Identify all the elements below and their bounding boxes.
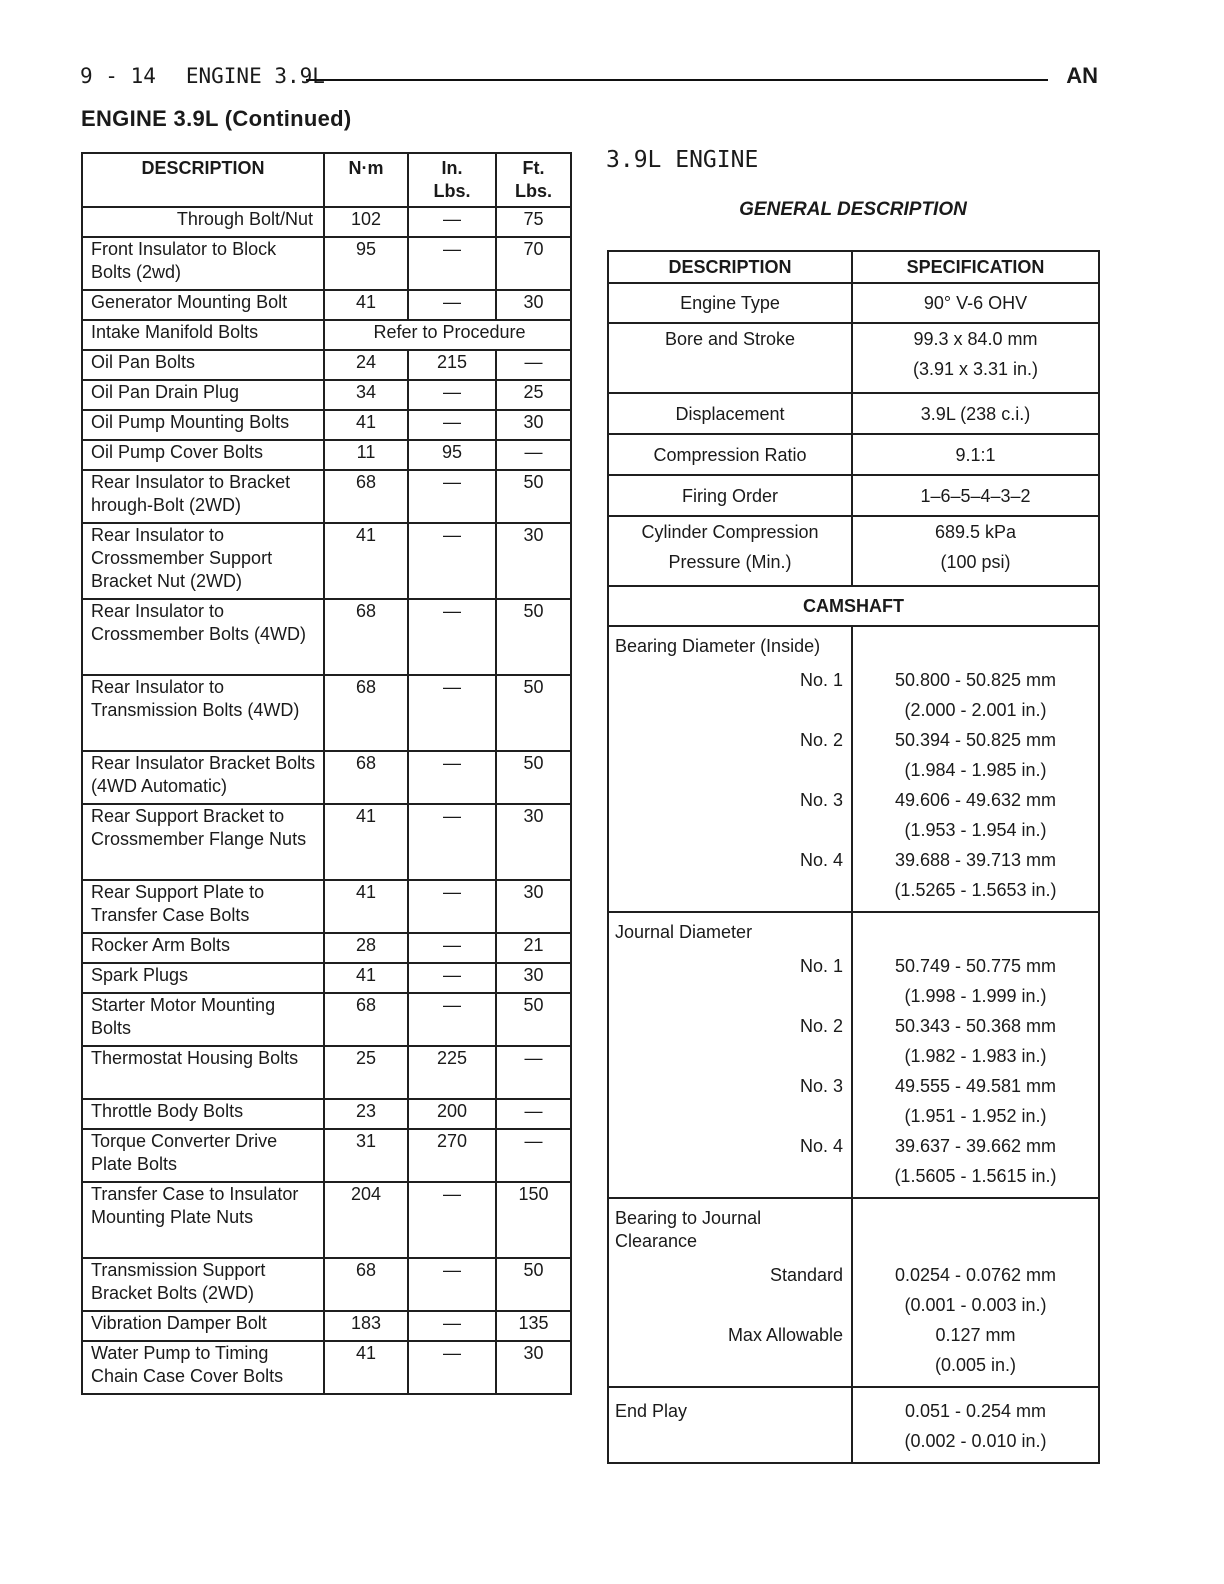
torque-description: Rocker Arm Bolts — [82, 933, 324, 963]
torque-description: Thermostat Housing Bolts — [82, 1046, 324, 1099]
torque-description: Throttle Body Bolts — [82, 1099, 324, 1129]
torque-nm: 34 — [324, 380, 408, 410]
torque-ft-lbs: 150 — [496, 1182, 571, 1258]
table-row — [82, 1182, 571, 1258]
in-lbs-label: In. Lbs. — [433, 158, 471, 201]
torque-nm: 204 — [324, 1182, 408, 1258]
spec-value-line: 1–6–5–4–3–2 — [920, 485, 1031, 506]
torque-nm: 41 — [324, 523, 408, 599]
torque-in-lbs: — — [408, 470, 496, 523]
torque-description: Vibration Damper Bolt — [82, 1311, 324, 1341]
spec-value-line: (100 psi) — [940, 552, 1011, 572]
camshaft-group-label: Bearing Diameter (Inside) — [615, 636, 821, 656]
table-row — [82, 880, 571, 933]
camshaft-group-label: Clearance — [615, 1231, 698, 1251]
camshaft-mm: 50.343 - 50.368 mm — [894, 1016, 1057, 1036]
chapter-title: ENGINE 3.9L — [185, 64, 325, 88]
col-header-description: DESCRIPTION — [82, 153, 324, 207]
spec-header-description: DESCRIPTION — [608, 251, 852, 283]
col-header-nm: N·m — [324, 153, 408, 207]
torque-ft-lbs: 70 — [496, 237, 571, 290]
spacer — [853, 921, 1098, 951]
table-row — [82, 993, 571, 1046]
spec-row — [608, 475, 1099, 516]
torque-ft-lbs: 50 — [496, 599, 571, 675]
torque-description: Transmission Support Bracket Bolts (2WD) — [82, 1258, 324, 1311]
torque-nm: 31 — [324, 1129, 408, 1182]
torque-description: Rear Insulator to Transmission Bolts (4WD) — [82, 675, 324, 751]
table-row — [82, 933, 571, 963]
spec-description: Engine Type — [608, 283, 852, 323]
torque-description: Through Bolt/Nut — [82, 207, 324, 237]
header-left — [80, 64, 325, 88]
camshaft-in: (1.998 - 1.999 in.) — [904, 986, 1047, 1006]
torque-ft-lbs: — — [496, 1129, 571, 1182]
camshaft-mm: 50.394 - 50.825 mm — [894, 730, 1057, 750]
camshaft-mm: 49.555 - 49.581 mm — [894, 1076, 1057, 1096]
camshaft-sub-label: No. 2 — [799, 730, 843, 750]
camshaft-sub-label: Standard — [769, 1265, 843, 1285]
torque-description: Rear Support Plate to Transfer Case Bolts — [82, 880, 324, 933]
torque-nm: 68 — [324, 675, 408, 751]
table-row — [82, 1341, 571, 1394]
torque-description: Generator Mounting Bolt — [82, 290, 324, 320]
camshaft-sub-label: No. 4 — [799, 1136, 843, 1156]
engine-section-subtitle: GENERAL DESCRIPTION — [739, 199, 967, 220]
torque-ft-lbs: 50 — [496, 993, 571, 1046]
table-row — [82, 523, 571, 599]
torque-in-lbs: 215 — [408, 350, 496, 380]
torque-in-lbs: — — [408, 1182, 496, 1258]
spec-description: Displacement — [608, 393, 852, 434]
spec-description-line: Pressure (Min.) — [668, 552, 792, 572]
camshaft-heading-row — [608, 586, 1099, 626]
page-header — [80, 64, 1098, 94]
torque-description: Rear Insulator to Bracket hrough-Bolt (2WD) — [82, 470, 324, 523]
header-rule — [306, 79, 1048, 81]
torque-nm: 24 — [324, 350, 408, 380]
spacer — [609, 695, 851, 725]
camshaft-group-row — [608, 1198, 1099, 1387]
torque-ft-lbs: 30 — [496, 880, 571, 933]
torque-in-lbs: 225 — [408, 1046, 496, 1099]
torque-description: Rear Insulator Bracket Bolts (4WD Automatic) — [82, 751, 324, 804]
camshaft-group-right — [852, 626, 1099, 912]
camshaft-mm: 0.0254 - 0.0762 mm — [894, 1265, 1057, 1285]
torque-nm: 23 — [324, 1099, 408, 1129]
torque-in-lbs: — — [408, 804, 496, 880]
spec-value-line: 90° V-6 OHV — [923, 293, 1028, 313]
torque-nm: 11 — [324, 440, 408, 470]
camshaft-group-right — [852, 1198, 1099, 1387]
torque-description: Transfer Case to Insulator Mounting Plate Nuts — [82, 1182, 324, 1258]
spacer — [609, 1041, 851, 1071]
vehicle-code: AN — [1066, 63, 1098, 88]
camshaft-in: (1.951 - 1.952 in.) — [904, 1106, 1047, 1126]
table-row — [82, 963, 571, 993]
camshaft-in: (0.001 - 0.003 in.) — [904, 1295, 1047, 1315]
camshaft-group-label: Bearing to Journal — [615, 1208, 762, 1228]
torque-in-lbs: — — [408, 993, 496, 1046]
camshaft-group-left — [608, 1387, 852, 1463]
camshaft-in: (0.005 in.) — [934, 1355, 1017, 1375]
torque-description: Water Pump to Timing Chain Case Cover Bolts — [82, 1341, 324, 1394]
torque-ft-lbs: 30 — [496, 410, 571, 440]
camshaft-sub-label: No. 1 — [799, 956, 843, 976]
torque-description: Rear Support Bracket to Crossmember Flange Nuts — [82, 804, 324, 880]
camshaft-in: (0.002 - 0.010 in.) — [904, 1431, 1047, 1451]
spec-table — [607, 250, 1100, 1464]
torque-description: Torque Converter Drive Plate Bolts — [82, 1129, 324, 1182]
torque-table — [81, 152, 572, 1395]
spacer — [609, 1101, 851, 1131]
spacer — [609, 1350, 851, 1380]
torque-in-lbs: 270 — [408, 1129, 496, 1182]
spec-value-line: (3.91 x 3.31 in.) — [912, 359, 1039, 379]
spacer — [609, 981, 851, 1011]
camshaft-mm: 50.800 - 50.825 mm — [894, 670, 1057, 690]
spec-description: Firing Order — [608, 475, 852, 516]
camshaft-mm: 39.637 - 39.662 mm — [894, 1136, 1057, 1156]
torque-ft-lbs: 50 — [496, 1258, 571, 1311]
torque-in-lbs: — — [408, 1341, 496, 1394]
col-header-in-lbs — [408, 153, 496, 207]
table-row — [82, 1311, 571, 1341]
torque-nm: 41 — [324, 880, 408, 933]
camshaft-group-right — [852, 912, 1099, 1198]
torque-ft-lbs: 50 — [496, 675, 571, 751]
camshaft-sub-label: No. 3 — [799, 1076, 843, 1096]
torque-in-lbs: — — [408, 237, 496, 290]
torque-description: Rear Insulator to Crossmember Bolts (4WD) — [82, 599, 324, 675]
torque-header-row — [82, 153, 571, 207]
torque-nm: 68 — [324, 1258, 408, 1311]
table-row — [82, 751, 571, 804]
spacer — [609, 1253, 851, 1260]
spec-value-line: 99.3 x 84.0 mm — [913, 329, 1038, 349]
camshaft-in: (1.984 - 1.985 in.) — [904, 760, 1047, 780]
torque-nm: 183 — [324, 1311, 408, 1341]
camshaft-group-row — [608, 912, 1099, 1198]
camshaft-group-right — [852, 1387, 1099, 1463]
torque-ft-lbs: 50 — [496, 470, 571, 523]
spec-description — [608, 516, 852, 586]
torque-description: Oil Pump Cover Bolts — [82, 440, 324, 470]
torque-description: Front Insulator to Block Bolts (2wd) — [82, 237, 324, 290]
torque-note: Refer to Procedure — [324, 320, 571, 350]
torque-description: Intake Manifold Bolts — [82, 320, 324, 350]
table-row — [82, 350, 571, 380]
torque-in-lbs: — — [408, 290, 496, 320]
table-row — [82, 675, 571, 751]
spacer — [609, 944, 851, 951]
torque-in-lbs: — — [408, 410, 496, 440]
camshaft-in: (1.953 - 1.954 in.) — [904, 820, 1047, 840]
spec-value — [852, 434, 1099, 475]
torque-in-lbs: — — [408, 963, 496, 993]
spec-value — [852, 475, 1099, 516]
spacer — [609, 815, 851, 845]
engine-section-title: 3.9L ENGINE — [606, 147, 759, 173]
torque-in-lbs: — — [408, 599, 496, 675]
torque-ft-lbs: — — [496, 440, 571, 470]
camshaft-group-left — [608, 1198, 852, 1387]
spec-description-line: Cylinder Compression — [641, 522, 819, 542]
col-header-ft-lbs — [496, 153, 571, 207]
spec-body — [608, 283, 1099, 1463]
spec-row — [608, 434, 1099, 475]
torque-body — [82, 207, 571, 1394]
torque-nm: 41 — [324, 963, 408, 993]
camshaft-mm: 0.051 - 0.254 mm — [904, 1401, 1047, 1421]
spec-value-line: 9.1:1 — [955, 444, 996, 465]
table-row — [82, 599, 571, 675]
torque-in-lbs: — — [408, 751, 496, 804]
camshaft-group-row — [608, 626, 1099, 912]
spec-header-row — [608, 251, 1099, 283]
torque-ft-lbs: 135 — [496, 1311, 571, 1341]
torque-ft-lbs: 25 — [496, 380, 571, 410]
torque-ft-lbs: 30 — [496, 523, 571, 599]
ft-lbs-label: Ft. Lbs. — [514, 158, 552, 201]
spec-value-line: 3.9L (238 c.i.) — [920, 403, 1031, 424]
spec-value — [852, 393, 1099, 434]
torque-nm: 41 — [324, 290, 408, 320]
spacer — [609, 755, 851, 785]
table-row — [82, 1129, 571, 1182]
spec-value-line: 689.5 kPa — [934, 522, 1017, 542]
torque-ft-lbs: 30 — [496, 963, 571, 993]
torque-nm: 41 — [324, 1341, 408, 1394]
camshaft-group-row — [608, 1387, 1099, 1463]
torque-ft-lbs: 75 — [496, 207, 571, 237]
spacer — [609, 875, 851, 905]
torque-nm: 102 — [324, 207, 408, 237]
spec-description: Compression Ratio — [608, 434, 852, 475]
torque-ft-lbs: 30 — [496, 804, 571, 880]
camshaft-sub-label: Max Allowable — [727, 1325, 843, 1345]
table-row — [82, 1258, 571, 1311]
table-row — [82, 290, 571, 320]
table-row — [82, 1099, 571, 1129]
spec-row — [608, 283, 1099, 323]
camshaft-mm: 39.688 - 39.713 mm — [894, 850, 1057, 870]
table-row — [82, 237, 571, 290]
table-row — [82, 207, 571, 237]
spacer — [609, 1290, 851, 1320]
torque-ft-lbs: — — [496, 350, 571, 380]
torque-nm: 95 — [324, 237, 408, 290]
table-row — [82, 380, 571, 410]
torque-nm: 28 — [324, 933, 408, 963]
spacer — [609, 658, 851, 665]
camshaft-group-left — [608, 912, 852, 1198]
torque-nm: 68 — [324, 470, 408, 523]
torque-description: Starter Motor Mounting Bolts — [82, 993, 324, 1046]
spec-value — [852, 516, 1099, 586]
torque-nm: 68 — [324, 599, 408, 675]
table-row — [82, 320, 571, 350]
torque-in-lbs: 95 — [408, 440, 496, 470]
spec-row — [608, 393, 1099, 434]
torque-nm: 41 — [324, 804, 408, 880]
spacer — [853, 635, 1098, 665]
camshaft-in: (1.982 - 1.983 in.) — [904, 1046, 1047, 1066]
camshaft-sub-label: No. 1 — [799, 670, 843, 690]
camshaft-sub-label: No. 4 — [799, 850, 843, 870]
section-title: ENGINE 3.9L (Continued) — [81, 106, 352, 131]
camshaft-mm: 49.606 - 49.632 mm — [894, 790, 1057, 810]
torque-ft-lbs: 50 — [496, 751, 571, 804]
camshaft-mm: 50.749 - 50.775 mm — [894, 956, 1057, 976]
torque-in-lbs: — — [408, 1258, 496, 1311]
camshaft-in: (1.5265 - 1.5653 in.) — [894, 880, 1057, 900]
camshaft-sub-label: No. 2 — [799, 1016, 843, 1036]
torque-description: Spark Plugs — [82, 963, 324, 993]
camshaft-group-label: End Play — [615, 1401, 688, 1421]
camshaft-in: (1.5605 - 1.5615 in.) — [894, 1166, 1057, 1186]
table-row — [82, 804, 571, 880]
camshaft-heading: CAMSHAFT — [608, 586, 1099, 626]
torque-in-lbs: — — [408, 380, 496, 410]
torque-description: Oil Pan Bolts — [82, 350, 324, 380]
torque-ft-lbs: 30 — [496, 290, 571, 320]
torque-nm: 41 — [324, 410, 408, 440]
spec-value — [852, 283, 1099, 323]
spec-row — [608, 323, 1099, 393]
torque-ft-lbs: — — [496, 1099, 571, 1129]
torque-in-lbs: 200 — [408, 1099, 496, 1129]
torque-in-lbs: — — [408, 880, 496, 933]
spacer — [853, 1207, 1098, 1260]
page-number: 9 - 14 — [80, 64, 156, 88]
camshaft-group-left — [608, 626, 852, 912]
torque-nm: 68 — [324, 993, 408, 1046]
torque-nm: 25 — [324, 1046, 408, 1099]
torque-in-lbs: — — [408, 933, 496, 963]
spec-row — [608, 516, 1099, 586]
camshaft-sub-label: No. 3 — [799, 790, 843, 810]
torque-in-lbs: — — [408, 523, 496, 599]
torque-ft-lbs: 21 — [496, 933, 571, 963]
torque-ft-lbs: 30 — [496, 1341, 571, 1394]
torque-description: Oil Pan Drain Plug — [82, 380, 324, 410]
spec-value — [852, 323, 1099, 393]
torque-description: Oil Pump Mounting Bolts — [82, 410, 324, 440]
torque-ft-lbs: — — [496, 1046, 571, 1099]
camshaft-mm: 0.127 mm — [935, 1325, 1016, 1345]
camshaft-in: (2.000 - 2.001 in.) — [904, 700, 1047, 720]
table-row — [82, 1046, 571, 1099]
spec-description: Bore and Stroke — [608, 323, 852, 393]
table-row — [82, 470, 571, 523]
spacer — [609, 1161, 851, 1191]
torque-nm: 68 — [324, 751, 408, 804]
table-row — [82, 440, 571, 470]
torque-in-lbs: — — [408, 207, 496, 237]
torque-description: Rear Insulator to Crossmember Support Bracket Nut (2WD) — [82, 523, 324, 599]
spec-header-specification: SPECIFICATION — [852, 251, 1099, 283]
torque-in-lbs: — — [408, 675, 496, 751]
torque-in-lbs: — — [408, 1311, 496, 1341]
camshaft-group-label: Journal Diameter — [615, 922, 753, 942]
table-row — [82, 410, 571, 440]
